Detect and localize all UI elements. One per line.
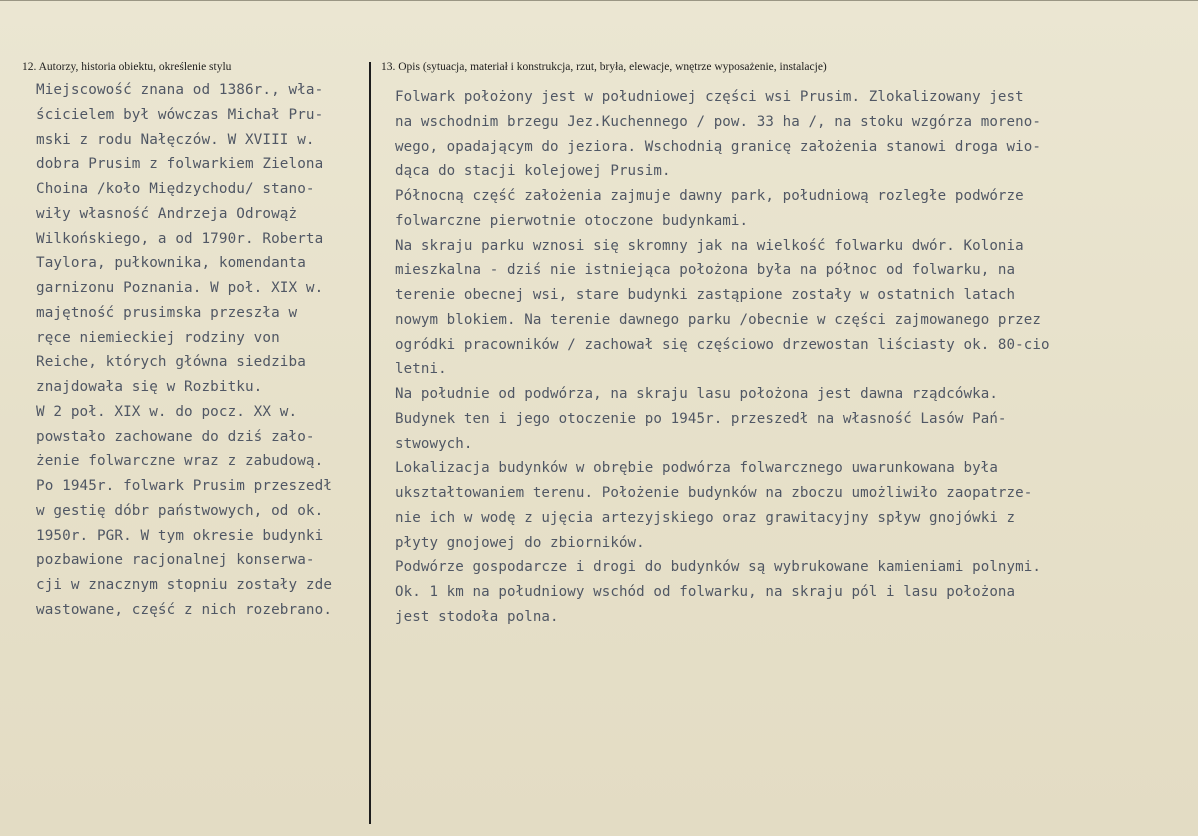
section-13-header: 13. Opis (sytuacja, materiał i konstrukcja, rzut, bryła, elewacje, wnętrze wyposażenie, instalacje) (381, 61, 827, 73)
description-text-line: mieszkalna - dziś nie istniejąca położona była na północ od folwarku, na (395, 262, 1016, 279)
history-text-line: Taylora, pułkownika, komendanta (36, 255, 306, 272)
description-text-line: Lokalizacja budynków w obrębie podwórza folwarcznego uwarunkowana była (395, 460, 998, 477)
description-text-line: Ok. 1 km na południowy wschód od folwarku, na skraju pól i lasu położona (395, 584, 1016, 600)
history-text-line: wiły własność Andrzeja Odrowąż (36, 205, 298, 222)
column-divider (369, 62, 371, 824)
description-text-line: Budynek ten i jego otoczenie po 1945r. przeszedł na własność Lasów Pań- (395, 410, 1007, 427)
description-text-line: nowym blokiem. Na terenie dawnego parku /obecnie w części zajmowanego przez (395, 311, 1042, 328)
description-text-line: folwarczne pierwotnie otoczone budynkami. (395, 212, 749, 229)
history-text-line: ścicielem był wówczas Michał Pru- (36, 106, 324, 123)
description-text-line: Północną część założenia zajmuje dawny park, południową rozległe podwórze (395, 188, 1024, 204)
history-text-line: cji w znacznym stopniu zostały zde (36, 577, 333, 593)
history-text-line: 1950r. PGR. W tym okresie budynki (36, 527, 324, 544)
description-text-line: jest stodoła polna. (395, 608, 559, 625)
section-12-header: 12. Autorzy, historia obiektu, określenie stylu (22, 61, 232, 73)
description-text-line: Na skraju parku wznosi się skromny jak na wielkość folwarku dwór. Kolonia (395, 237, 1024, 254)
history-text-line: dobra Prusim z folwarkiem Zielona (36, 156, 324, 173)
history-text-line: Reiche, których główna siedziba (36, 354, 306, 371)
description-text-line: na wschodnim brzegu Jez.Kuchennego / pow. 33 ha /, na stoku wzgórza moreno- (395, 113, 1042, 130)
description-text-line: ukształtowaniem terenu. Położenie budynków na zboczu umożliwiło zaopatrze- (395, 485, 1033, 501)
description-text-line: ogródki pracowników / zachował się częściowo drzewostan liściasty ok. 80-cio (395, 336, 1050, 353)
history-text-line: pozbawione racjonalnej konserwa- (36, 552, 315, 569)
description-text-line: terenie obecnej wsi, stare budynki zastąpione zostały w ostatnich latach (395, 287, 1016, 303)
history-text-line: Choina /koło Międzychodu/ stano- (36, 181, 315, 197)
history-text-line: powstało zachowane do dziś zało- (36, 428, 315, 445)
history-text-line: wastowane, część z nich rozebrano. (36, 601, 333, 618)
description-text-line: stwowych. (395, 435, 473, 452)
history-text-line: majętność prusimska przeszła w (36, 304, 298, 321)
history-text-line: żenie folwarczne wraz z zabudową. (36, 453, 324, 470)
description-text-line: Folwark położony jest w południowej części wsi Prusim. Zlokalizowany jest (395, 89, 1024, 105)
description-text-line: płyty gnojowej do zbiorników. (395, 534, 645, 551)
history-text-line: W 2 poł. XIX w. do pocz. XX w. (36, 403, 298, 420)
description-text-column (395, 85, 1185, 630)
description-text-line: nie ich w wodę z ujęcia artezyjskiego oraz grawitacyjny spływ gnojówki z (395, 509, 1016, 526)
description-text-line: letni. (395, 361, 447, 378)
history-text-line: Wilkońskiego, a od 1790r. Roberta (36, 230, 324, 247)
history-text-line: mski z rodu Nałęczów. W XVIII w. (36, 131, 315, 148)
history-text-line: Miejscowość znana od 1386r., wła- (36, 82, 324, 98)
history-text-line: Po 1945r. folwark Prusim przeszedł (36, 478, 333, 494)
description-text-line: wego, opadającym do jeziora. Wschodnią granicę założenia stanowi droga wio- (395, 138, 1042, 155)
history-text-line: znajdowała się w Rozbitku. (36, 379, 263, 395)
top-edge-rule (0, 0, 1198, 1)
description-text-line: Podwórze gospodarcze i drogi do budynków są wybrukowane kamieniami polnymi. (395, 559, 1042, 576)
description-text-line: Na południe od podwórza, na skraju lasu położona jest dawna rządcówka. (395, 386, 998, 402)
history-text-line: ręce niemieckiej rodziny von (36, 329, 280, 346)
history-text-line: w gestię dóbr państwowych, od ok. (36, 502, 324, 519)
history-text-line: garnizonu Poznania. W poł. XIX w. (36, 280, 324, 296)
history-text-column (36, 78, 369, 623)
description-text-line: dąca do stacji kolejowej Prusim. (395, 163, 671, 180)
